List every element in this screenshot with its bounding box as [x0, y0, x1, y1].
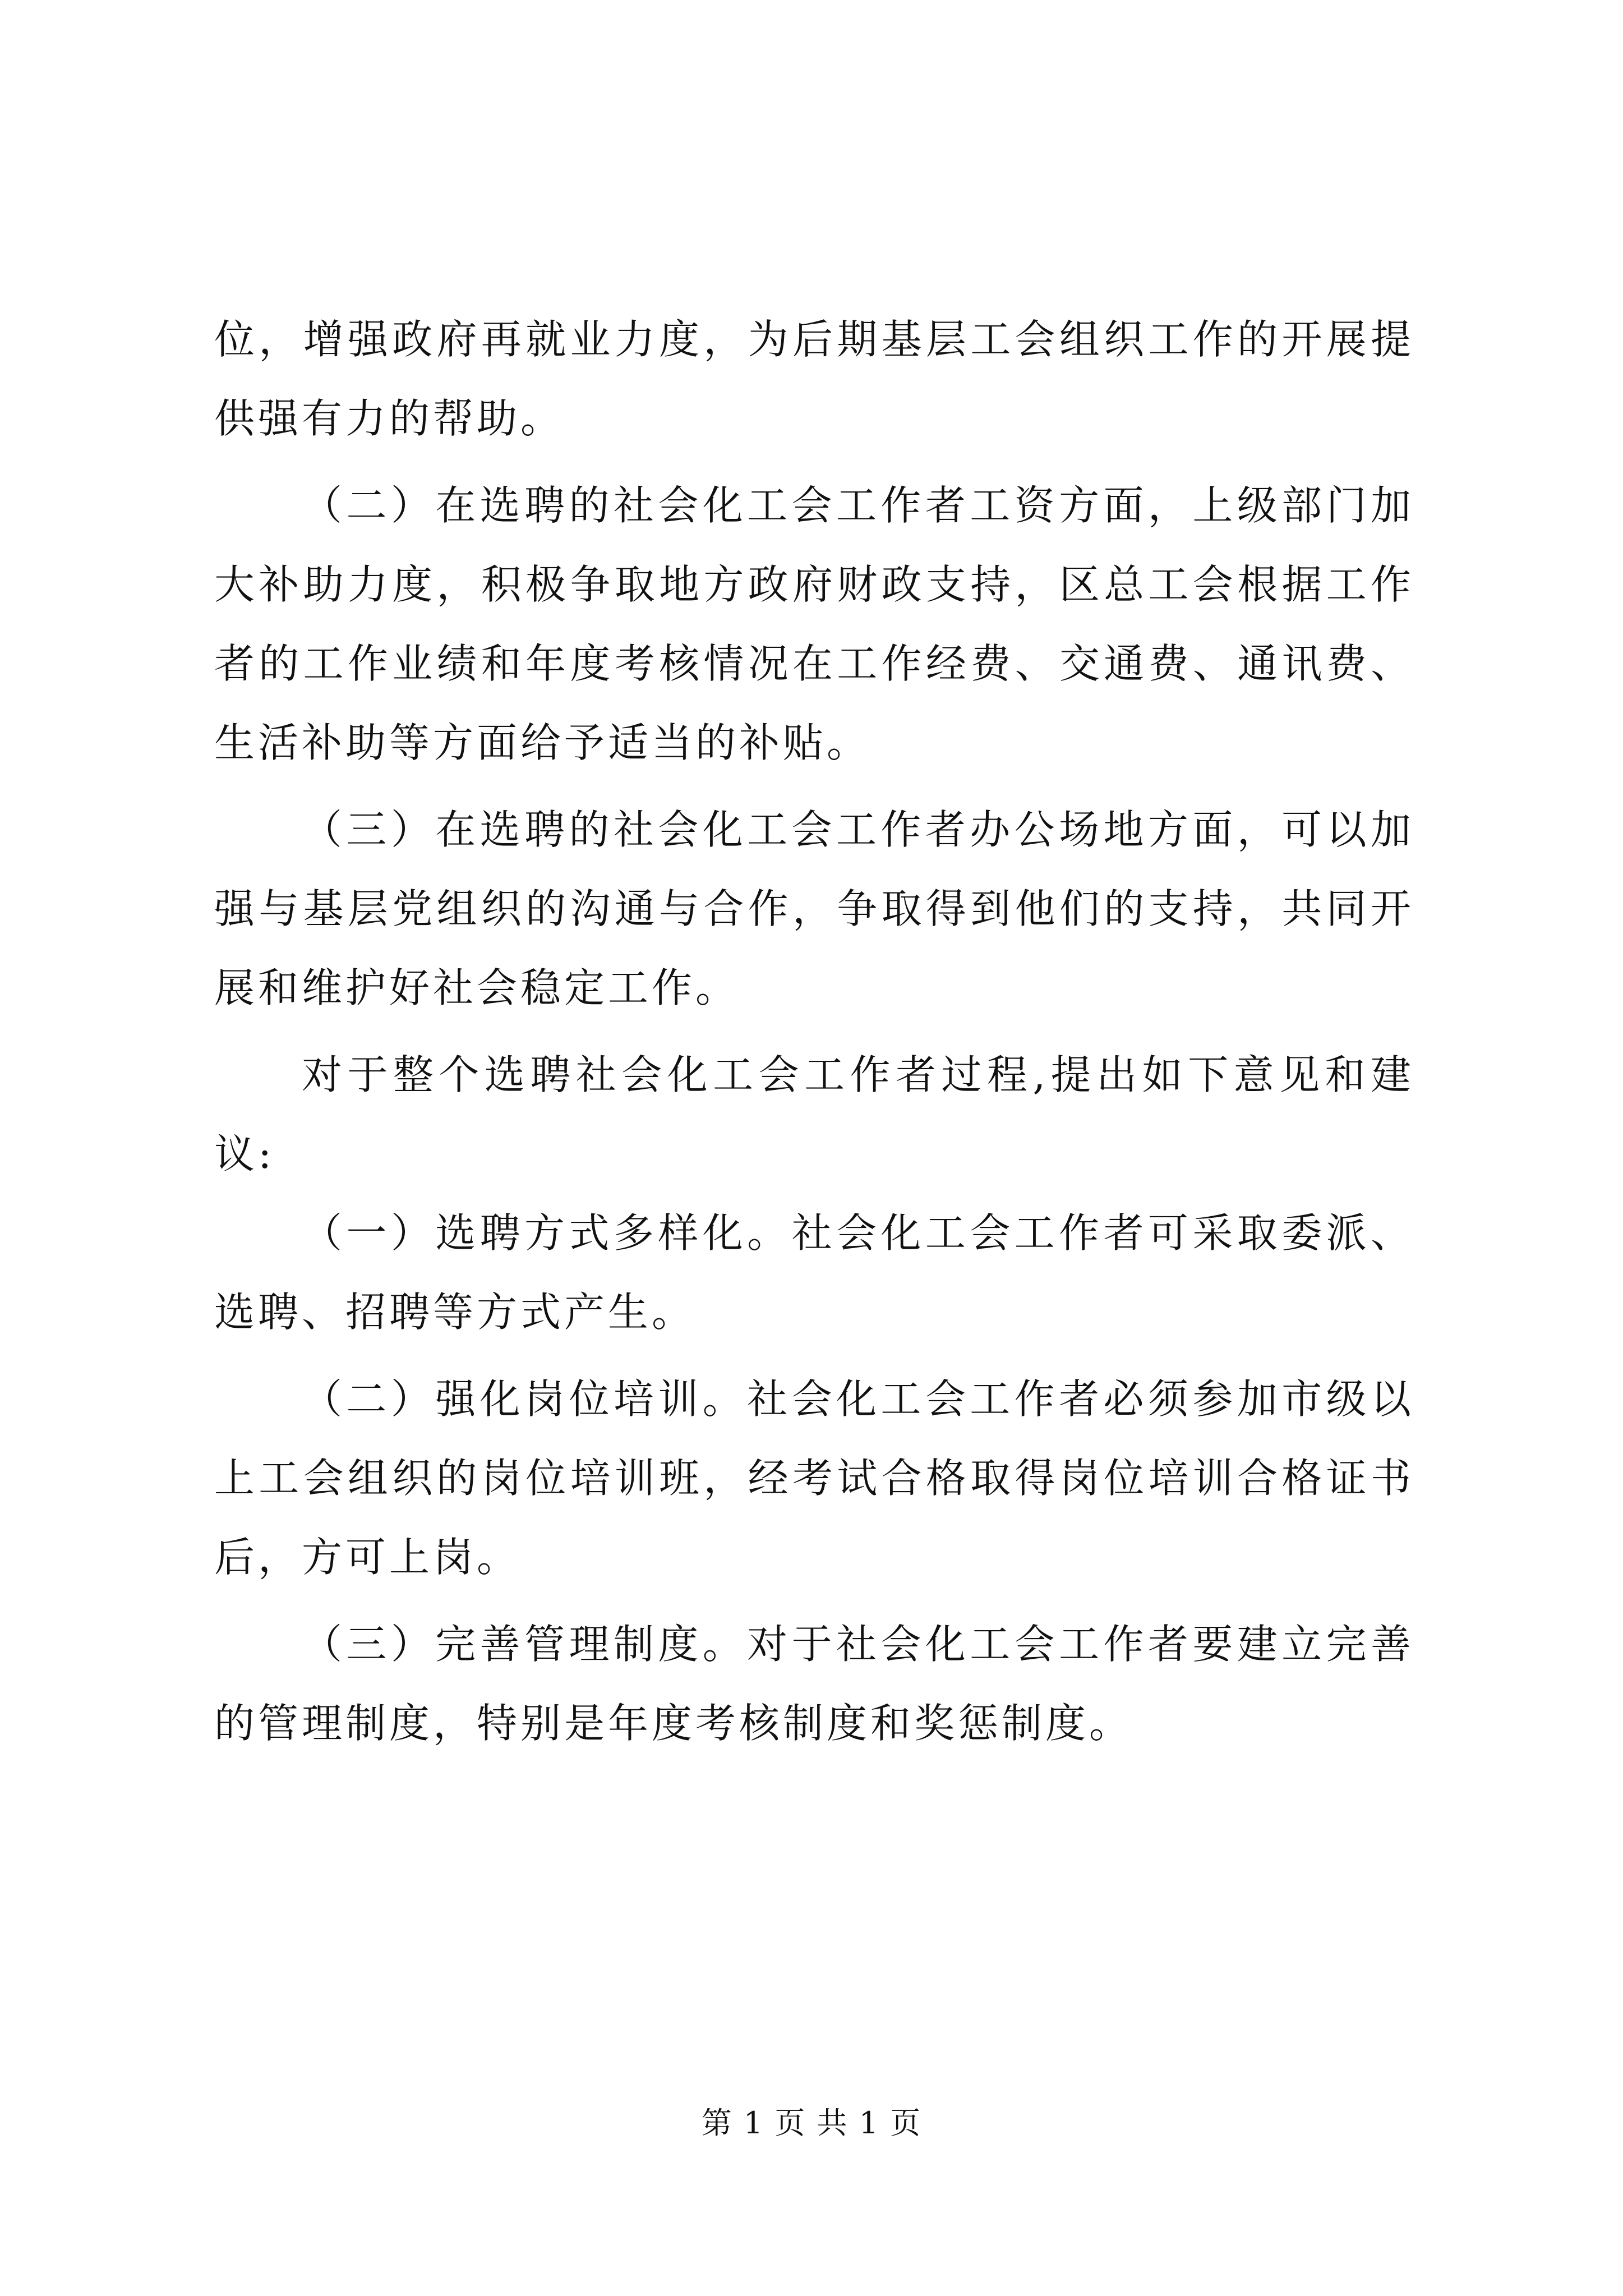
document-body: [214, 300, 1414, 1763]
paragraph-suggestion-2: （二）强化岗位培训。社会化工会工作者必须参加市级以上工会组织的岗位培训班，经考试合格取得岗位培训合格证书后，方可上岗。: [214, 1375, 1414, 1581]
paragraph-wage-subsidy: （二）在选聘的社会化工会工作者工资方面，上级部门加大补助力度，积极争取地方政府财政支持，区总工会根据工作者的工作业绩和年度考核情况在工作经费、交通费、通讯费、生活补助等方面给予适当的补贴。: [214, 482, 1414, 766]
paragraph-suggestion-1: （一）选聘方式多样化。社会化工会工作者可采取委派、选聘、招聘等方式产生。: [214, 1209, 1414, 1336]
page-number-footer: 第 1 页 共 1 页: [701, 2105, 922, 2141]
paragraph-office-space: （三）在选聘的社会化工会工作者办公场地方面，可以加强与基层党组织的沟通与合作，争取得到他们的支持，共同开展和维护好社会稳定工作。: [214, 806, 1414, 1011]
paragraph-continuation: 位，增强政府再就业力度，为后期基层工会组织工作的开展提供强有力的帮助。: [214, 316, 1414, 442]
paragraph-suggestions-intro: 对于整个选聘社会化工会工作者过程,提出如下意见和建议:: [214, 1051, 1414, 1177]
paragraph-suggestion-3: （三）完善管理制度。对于社会化工会工作者要建立完善的管理制度，特别是年度考核制度和奖惩制度。: [214, 1621, 1414, 1747]
